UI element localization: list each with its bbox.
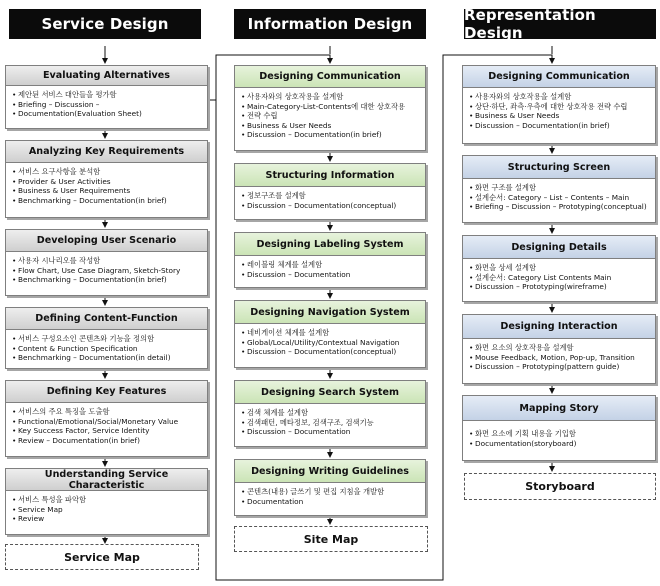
step-item: • Briefing – Discussion – Prototyping(conceptual)	[469, 202, 651, 212]
step-item: • 화면 요소에 기획 내용을 기입함	[469, 429, 651, 439]
step-title: Evaluating Alternatives	[6, 66, 207, 86]
step-defining-content-function	[5, 307, 208, 369]
step-item: • Benchmarking – Documentation(in brief)	[12, 196, 203, 206]
step-title: Mapping Story	[463, 396, 655, 421]
step-item: • Main-Category-List-Contents에 대한 상호작용	[241, 102, 421, 112]
step-item: • Documentation(storyboard)	[469, 439, 651, 449]
step-item: • 검색 체계를 설계함	[241, 408, 421, 418]
step-title: Understanding Service Characteristic	[6, 469, 207, 491]
output-site-map: Site Map	[234, 526, 428, 552]
step-item: • 서비스 요구사항을 분석함	[12, 167, 203, 177]
step-title: Designing Communication	[463, 66, 655, 88]
step-item: • 사용자 시나리오를 작성함	[12, 256, 203, 266]
step-title: Defining Content-Function	[6, 308, 207, 330]
step-designing-communication-rep	[462, 65, 656, 144]
step-item: • Discussion – Documentation(in brief)	[469, 121, 651, 131]
step-title: Designing Labeling System	[235, 233, 425, 256]
step-analyzing-key-requirements	[5, 140, 208, 218]
step-item: • Discussion – Documentation(in brief)	[241, 130, 421, 140]
step-designing-interaction	[462, 314, 656, 384]
step-item: • 레이블링 체계를 설계함	[241, 260, 421, 270]
step-item: • 정보구조를 설계함	[241, 191, 421, 201]
step-item: • 콘텐츠(내용) 글쓰기 및 편집 지침을 개발함	[241, 487, 421, 497]
step-title: Designing Communication	[235, 66, 425, 88]
step-item: • 화면 구조를 설계함	[469, 183, 651, 193]
step-item: • 서비스의 주요 특징을 도출함	[12, 407, 203, 417]
step-evaluating-alternatives	[5, 65, 208, 129]
step-item: • 네비게이션 체계를 설계함	[241, 328, 421, 338]
step-title: Designing Interaction	[463, 315, 655, 339]
step-item: • Briefing – Discussion –	[12, 100, 203, 110]
step-title: Designing Details	[463, 236, 655, 259]
step-mapping-story	[462, 395, 656, 461]
step-title: Designing Navigation System	[235, 301, 425, 324]
column-header-information-design: Information Design	[234, 9, 426, 39]
step-item: • Review – Documentation(in brief)	[12, 436, 203, 446]
step-item: • 사용자와의 상호작용을 설계함	[469, 92, 651, 102]
step-title: Analyzing Key Requirements	[6, 141, 207, 163]
step-structuring-information	[234, 163, 426, 220]
step-item: • 검색패턴, 메타정보, 검색구조, 검색기능	[241, 418, 421, 428]
step-item: • Documentation(Evaluation Sheet)	[12, 109, 203, 119]
step-item: • 화면 요소의 상호작용을 설계함	[469, 343, 651, 353]
step-item: • Business & User Needs	[469, 111, 651, 121]
step-title: Structuring Screen	[463, 156, 655, 179]
step-item: • Provider & User Activities	[12, 177, 203, 187]
step-item: • Discussion – Documentation	[241, 427, 421, 437]
step-item: • 설계순서: Category List Contents Main	[469, 273, 651, 283]
step-item: • 전략 수립	[241, 111, 421, 121]
output-storyboard: Storyboard	[464, 473, 656, 500]
column-header-representation-design: Representation Design	[464, 9, 656, 39]
step-item: • Flow Chart, Use Case Diagram, Sketch-Story	[12, 266, 203, 276]
step-item: • Key Success Factor, Service Identity	[12, 426, 203, 436]
step-developing-user-scenario	[5, 229, 208, 296]
step-designing-communication	[234, 65, 426, 151]
step-title: Designing Writing Guidelines	[235, 460, 425, 483]
step-item: • Content & Function Specification	[12, 344, 203, 354]
step-understanding-service-characteristic	[5, 468, 208, 535]
step-item: • Service Map	[12, 505, 203, 515]
step-item: • Functional/Emotional/Social/Monetary Value	[12, 417, 203, 427]
step-item: • Benchmarking – Documentation(in brief)	[12, 275, 203, 285]
step-title: Structuring Information	[235, 164, 425, 187]
step-item: • Discussion – Documentation	[241, 270, 421, 280]
step-structuring-screen	[462, 155, 656, 223]
step-designing-navigation-system	[234, 300, 426, 368]
step-item: • Review	[12, 514, 203, 524]
step-item: • 설계순서: Category – List – Contents – Main	[469, 193, 651, 203]
step-item: • Benchmarking – Documentation(in detail)	[12, 353, 203, 363]
step-designing-details	[462, 235, 656, 302]
column-header-service-design: Service Design	[9, 9, 201, 39]
step-item: • Business & User Needs	[241, 121, 421, 131]
step-item: • 상단·하단, 좌측·우측에 대한 상호작용 전략 수립	[469, 102, 651, 112]
step-defining-key-features	[5, 380, 208, 457]
step-item: • 제안된 서비스 대안들을 평가함	[12, 90, 203, 100]
step-item: • Discussion – Documentation(conceptual)	[241, 201, 421, 211]
step-designing-writing-guidelines	[234, 459, 426, 516]
step-designing-labeling-system	[234, 232, 426, 288]
step-title: Defining Key Features	[6, 381, 207, 403]
step-item: • Global/Local/Utility/Contextual Navigation	[241, 338, 421, 348]
step-designing-search-system	[234, 380, 426, 447]
step-item: • 서비스 구성요소인 콘텐츠와 기능을 정의함	[12, 334, 203, 344]
step-title: Developing User Scenario	[6, 230, 207, 252]
step-item: • Discussion – Prototyping(pattern guide)	[469, 362, 651, 372]
step-item: • 화면을 상세 설계함	[469, 263, 651, 273]
step-item: • Business & User Requirements	[12, 186, 203, 196]
step-item: • 사용자와의 상호작용을 설계함	[241, 92, 421, 102]
step-item: • Discussion – Prototyping(wireframe)	[469, 282, 651, 292]
step-item: • Mouse Feedback, Motion, Pop-up, Transition	[469, 353, 651, 363]
step-item: • Documentation	[241, 497, 421, 507]
step-item: • 서비스 특성을 파악함	[12, 495, 203, 505]
step-title: Designing Search System	[235, 381, 425, 404]
output-service-map: Service Map	[5, 544, 199, 570]
step-item: • Discussion – Documentation(conceptual)	[241, 347, 421, 357]
